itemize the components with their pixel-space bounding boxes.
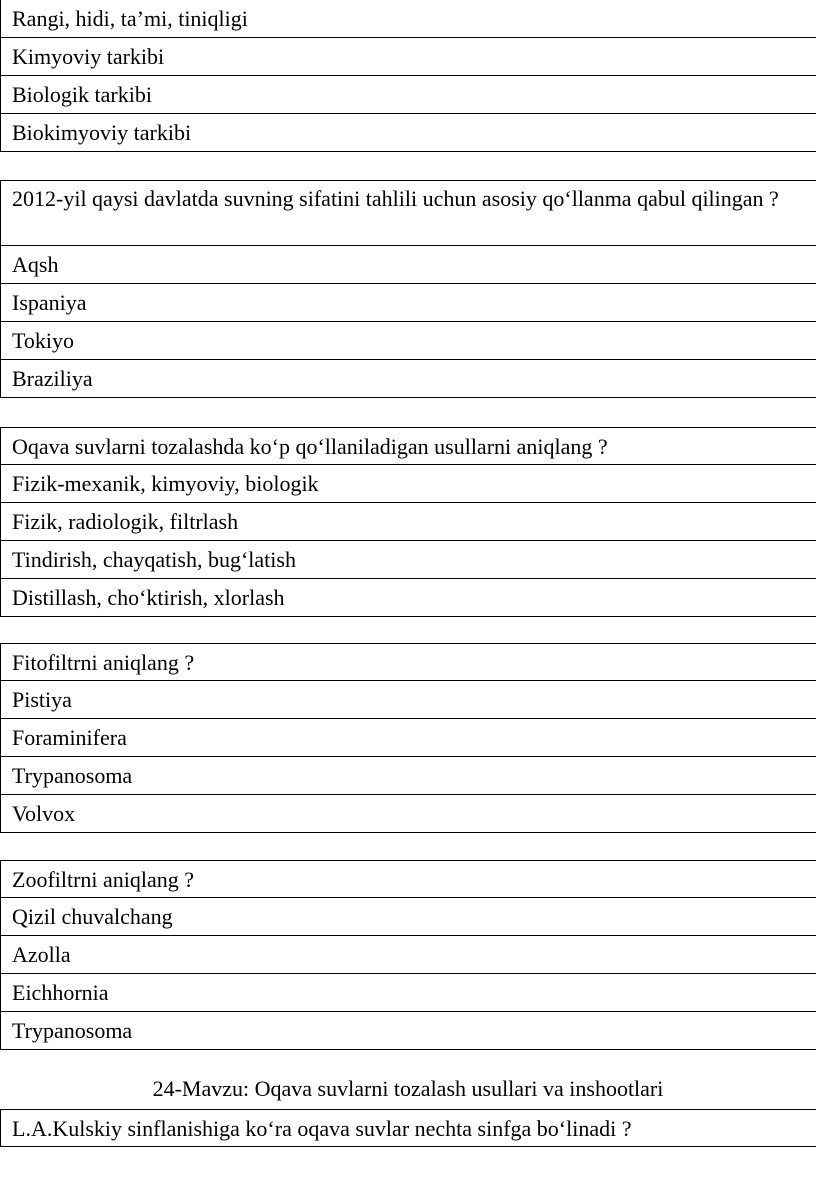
answer-option: Ispaniya	[0, 284, 816, 322]
answer-option: Trypanosoma	[0, 757, 816, 795]
question-table-4	[0, 643, 816, 833]
question-table-1	[0, 0, 816, 152]
answer-option: Foraminifera	[0, 719, 816, 757]
question-table-5	[0, 860, 816, 1050]
answer-option: Pistiya	[0, 681, 816, 719]
answer-option: Aqsh	[0, 246, 816, 284]
question-text: Fitofiltrni aniqlang ?	[0, 643, 816, 681]
answer-option: Tokiyo	[0, 322, 816, 360]
answer-option: Qizil chuvalchang	[0, 898, 816, 936]
section-title: 24-Mavzu: Oqava suvlarni tozalash usullari va inshootlari	[152, 1076, 664, 1101]
answer-option: Distillash, cho‘ktirish, xlorlash	[0, 579, 816, 617]
answer-option: Biologik tarkibi	[0, 76, 816, 114]
answer-option: Azolla	[0, 936, 816, 974]
question-text: 2012-yil qaysi davlatda suvning sifatini tahlili uchun asosiy qo‘llanma qabul qilingan ?	[0, 180, 816, 246]
answer-option: Trypanosoma	[0, 1012, 816, 1050]
answer-option: Fizik-mexanik, kimyoviy, biologik	[0, 465, 816, 503]
answer-option: Eichhornia	[0, 974, 816, 1012]
question-text: L.A.Kulskiy sinflanishiga ko‘ra oqava suvlar nechta sinfga bo‘linadi ?	[0, 1109, 816, 1147]
question-table-6	[0, 1109, 816, 1147]
answer-option: Tindirish, chayqatish, bug‘latish	[0, 541, 816, 579]
answer-option: Rangi, hidi, ta’mi, tiniqligi	[0, 0, 816, 38]
answer-option: Volvox	[0, 795, 816, 833]
answer-option: Kimyoviy tarkibi	[0, 38, 816, 76]
question-table-3	[0, 427, 816, 617]
answer-option: Biokimyoviy tarkibi	[0, 114, 816, 152]
question-table-2	[0, 180, 816, 398]
answer-option: Fizik, radiologik, filtrlash	[0, 503, 816, 541]
question-text: Oqava suvlarni tozalashda ko‘p qo‘llaniladigan usullarni aniqlang ?	[0, 427, 816, 465]
question-text: Zoofiltrni aniqlang ?	[0, 860, 816, 898]
answer-option: Braziliya	[0, 360, 816, 398]
